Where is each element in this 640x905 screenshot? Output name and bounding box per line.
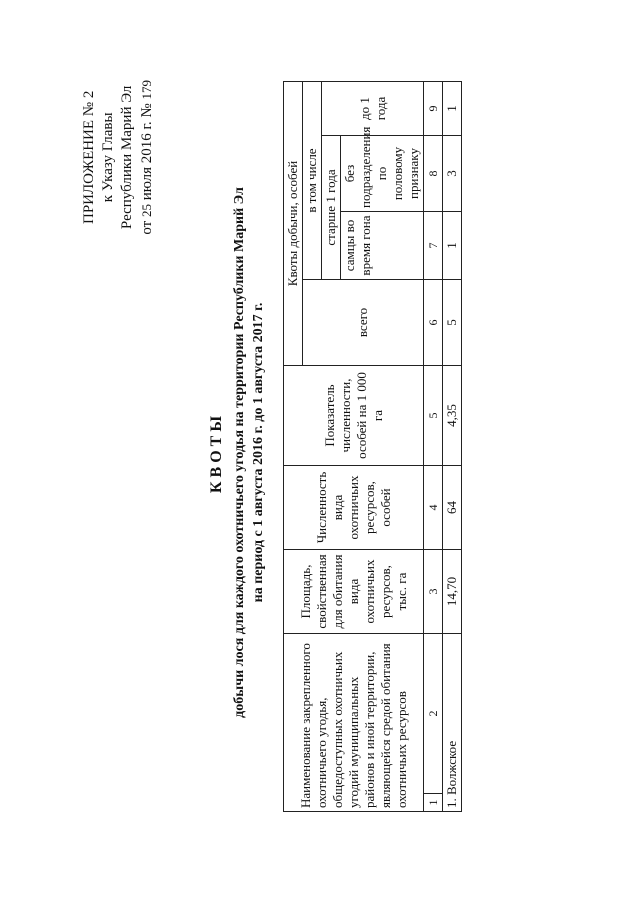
header-no-sex: без подразделения по половому признаку: [341, 136, 424, 212]
date-prefix: от: [139, 220, 155, 235]
header-holding: Наименование закрепленного охотничьего угодья, общедоступных охотничьих угодий муниципальных районов и иной территории, являющейся средой обитания охотничьих ресурсов: [284, 634, 424, 812]
col-number-1: 1: [424, 794, 443, 812]
header-area: Площадь, свойственная для обитания вида охотничьих ресурсов, тыс. га: [284, 550, 424, 634]
header-row-1: [284, 82, 303, 812]
row-holding-name: 1. Волжское: [443, 634, 462, 812]
row-area: 14,70: [443, 550, 462, 634]
document-title: КВОТЫ: [208, 411, 225, 494]
decree-number: 179: [139, 80, 154, 100]
column-numbers-row: [424, 82, 443, 812]
row-density: 4,35: [443, 366, 462, 466]
appendix-block: [80, 80, 157, 235]
col-number-4: 4: [424, 466, 443, 550]
date-text: июля 2016 г. №: [139, 103, 155, 201]
col-number-9: 9: [424, 82, 443, 136]
date-day: 25: [139, 204, 154, 218]
appendix-date: [137, 80, 157, 235]
header-males-rut: самцы во время гона: [341, 212, 424, 280]
row-young: 1: [443, 82, 462, 136]
appendix-republic: Республики Марий Эл: [119, 85, 135, 230]
col-number-8: 8: [424, 136, 443, 212]
document-subtitle: [230, 0, 268, 905]
header-under-year: до 1 года: [322, 82, 424, 136]
table-row: [443, 82, 462, 812]
row-total: 5: [443, 280, 462, 366]
header-total: всего: [303, 280, 424, 366]
header-density: Показатель численности, особей на 1 000 га: [284, 366, 424, 466]
quota-table: [283, 81, 462, 812]
col-number-5: 5: [424, 366, 443, 466]
col-number-7: 7: [424, 212, 443, 280]
header-quota-group: Квоты добычи, особей: [284, 82, 303, 366]
header-including: в том числе: [303, 82, 322, 280]
col-number-6: 6: [424, 280, 443, 366]
row-count: 64: [443, 466, 462, 550]
subtitle-line-2: на период с 1 августа 2016 г. до 1 августа 2017 г.: [251, 302, 266, 603]
col-number-3: 3: [424, 550, 443, 634]
appendix-title: ПРИЛОЖЕНИЕ № 2: [81, 90, 97, 225]
col-number-2: 2: [424, 634, 443, 794]
header-count: Численность вида охотничьих ресурсов, особей: [284, 466, 424, 550]
row-males: 1: [443, 212, 462, 280]
subtitle-line-1: добычи лося для каждого охотничьего угодья на территории Республики Марий Эл: [232, 187, 247, 718]
header-older-group: старше 1 года: [322, 136, 341, 280]
appendix-ref: к Указу Главы: [100, 112, 116, 203]
row-nosex: 3: [443, 136, 462, 212]
